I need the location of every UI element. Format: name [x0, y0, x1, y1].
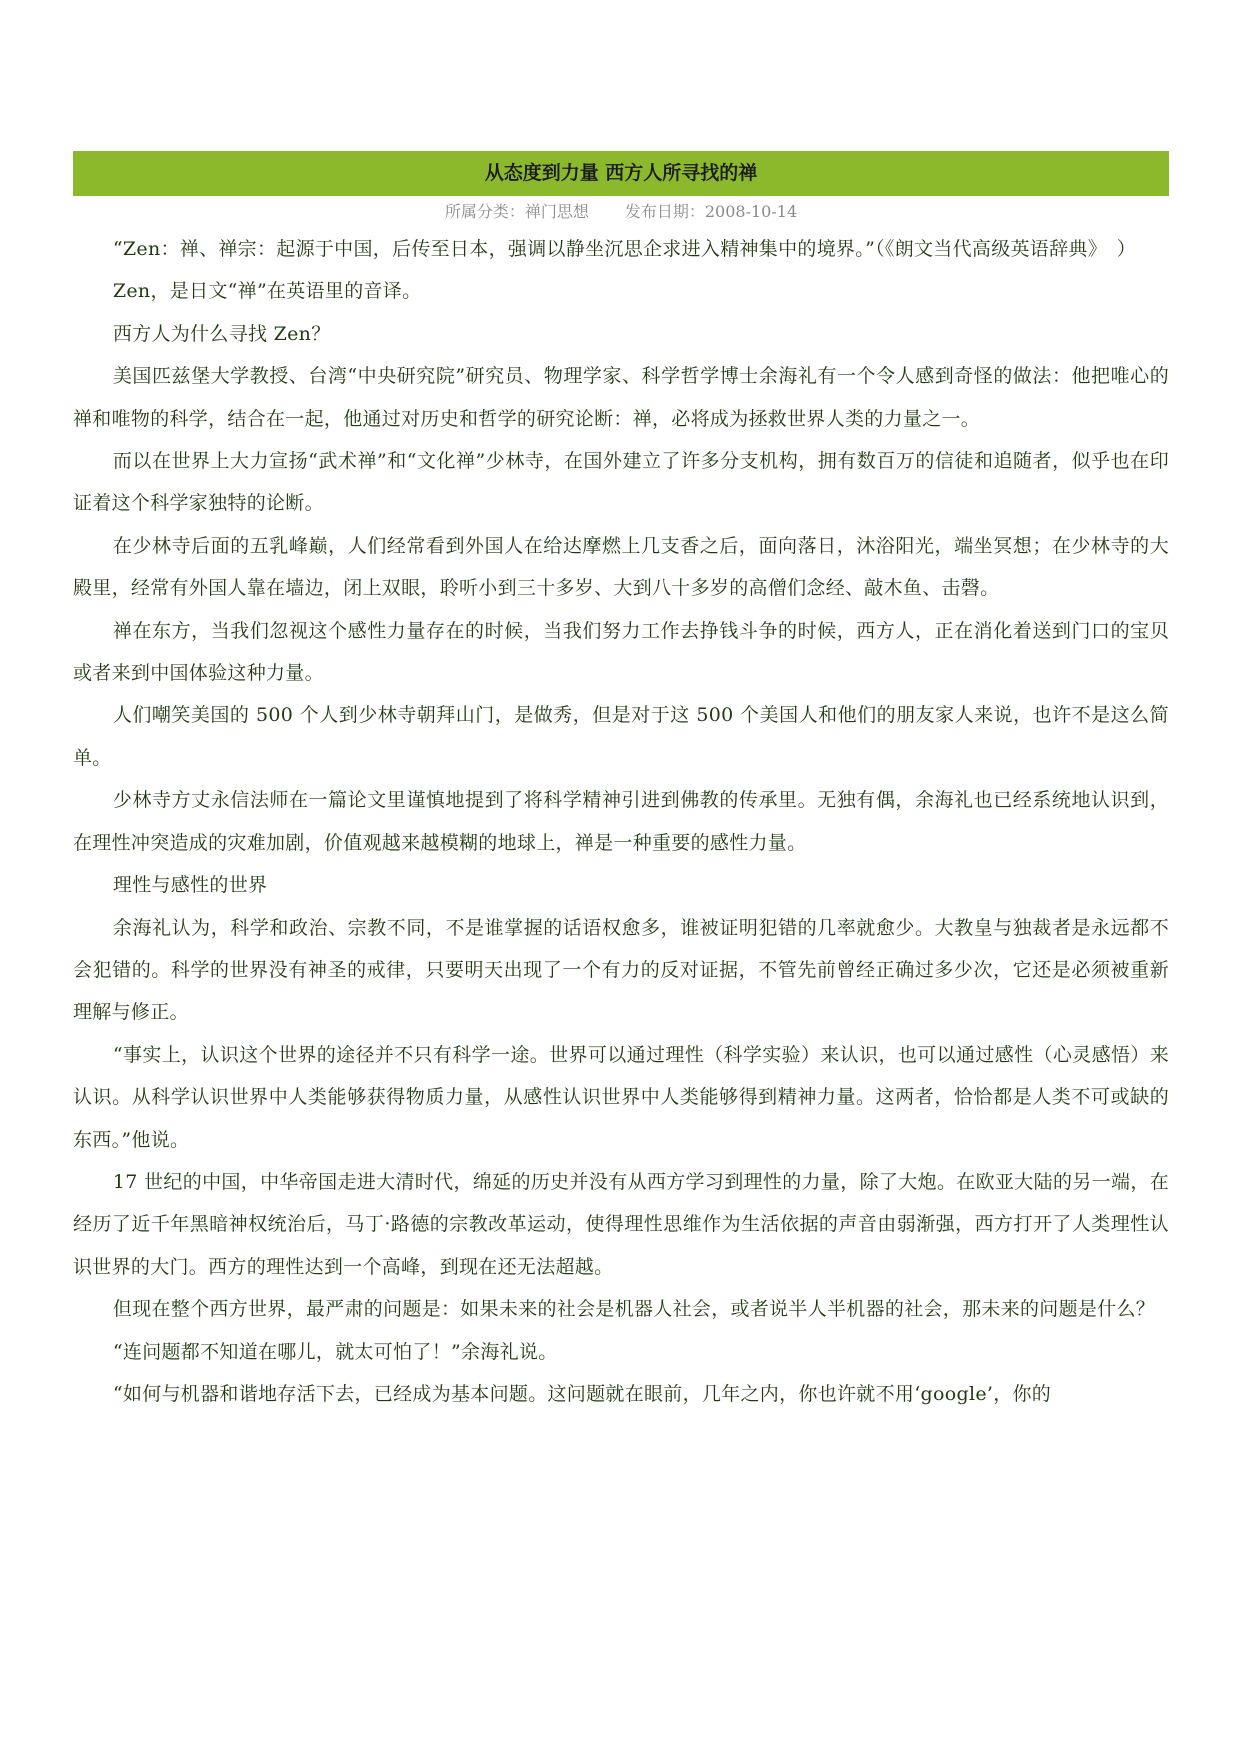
- paragraph: 西方人为什么寻找 Zen？: [112, 322, 331, 345]
- paragraph: 17 世纪的中国，中华帝国走进大清时代，绵延的历史并没有从西方学习到理性的力量，除了大炮。在欧亚大陆的另一端，在经历了近千年黑暗神权统治后，马丁·路德的宗教改革运动，使得理性思维作为生活依据的声音由弱渐强，西方打开了人类理性认识世界的大门。西方的理性达到一个高峰，到现在还无法超越。: [73, 1170, 1169, 1278]
- paragraph: 在少林寺后面的五乳峰巅，人们经常看到外国人在给达摩燃上几支香之后，面向落日，沐浴阳光，端坐冥想；在少林寺的大殿里，经常有外国人靠在墙边，闭上双眼，聆听小到三十多岁、大到八十多岁的高僧们念经、敲木鱼、击磬。: [73, 534, 1169, 600]
- paragraph: 人们嘲笑美国的 500 个人到少林寺朝拜山门，是做秀，但是对于这 500 个美国人和他们的朋友家人来说，也许不是这么简单。: [73, 704, 1169, 769]
- article-title: 从态度到力量 西方人所寻找的禅: [484, 162, 758, 184]
- paragraph: “如何与机器和谐地存活下去，已经成为基本问题。这问题就在眼前，几年之内，你也许就不用‘google’，你的: [112, 1382, 1052, 1405]
- paragraph: Zen，是日文“禅”在英语里的音译。: [112, 280, 422, 303]
- paragraph: 而以在世界上大力宣扬“武术禅”和“文化禅”少林寺，在国外建立了许多分支机构，拥有数百万的信徒和追随者，似乎也在印证着这个科学家独特的论断。: [73, 450, 1169, 515]
- paragraph: “Zen：禅、禅宗：起源于中国，后传至日本，强调以静坐沉思企求进入精神集中的境界。”（《朗文当代高级英语辞典》 ）: [112, 238, 1137, 260]
- article-title-bar: [73, 151, 1169, 196]
- article-page: [73, 151, 1169, 1415]
- paragraph: “连问题都不知道在哪儿，就太可怕了！”余海礼说。: [112, 1340, 558, 1363]
- paragraph: 禅在东方，当我们忽视这个感性力量存在的时候，当我们努力工作去挣钱斗争的时候，西方人，正在消化着送到门口的宝贝或者来到中国体验这种力量。: [73, 619, 1169, 685]
- paragraph: 美国匹兹堡大学教授、台湾“中央研究院”研究员、物理学家、科学哲学博士余海礼有一个令人感到奇怪的做法：他把唯心的禅和唯物的科学，结合在一起，他通过对历史和哲学的研究论断：禅，必将成为拯救世界人类的力量之一。: [73, 365, 1169, 430]
- article-meta: [73, 198, 1169, 226]
- category-label: 所属分类：禅门思想: [444, 202, 589, 221]
- paragraph: “事实上，认识这个世界的途径并不只有科学一途。世界可以通过理性（科学实验）来认识，也可以通过感性（心灵感悟）来认识。从科学认识世界中人类能够获得物质力量，从感性认识世界中人类能够得到精神力量。这两者，恰恰都是人类不可或缺的东西。”他说。: [73, 1043, 1169, 1151]
- article-body: [73, 228, 1169, 1415]
- section-heading: 理性与感性的世界: [112, 874, 268, 897]
- paragraph: 少林寺方丈永信法师在一篇论文里谨慎地提到了将科学精神引进到佛教的传承里。无独有偶，余海礼也已经系统地认识到，在理性冲突造成的灾难加剧，价值观越来越模糊的地球上，禅是一种重要的感性力量。: [73, 789, 1169, 854]
- publish-date: 发布日期：2008-10-14: [624, 202, 798, 221]
- paragraph: 但现在整个西方世界，最严肃的问题是：如果未来的社会是机器人社会，或者说半人半机器的社会，那未来的问题是什么？: [112, 1298, 1156, 1321]
- paragraph: 余海礼认为，科学和政治、宗教不同，不是谁掌握的话语权愈多，谁被证明犯错的几率就愈少。大教皇与独裁者是永远都不会犯错的。科学的世界没有神圣的戒律，只要明天出现了一个有力的反对证据，不管先前曾经正确过多少次，它还是必须被重新理解与修正。: [73, 916, 1169, 1024]
